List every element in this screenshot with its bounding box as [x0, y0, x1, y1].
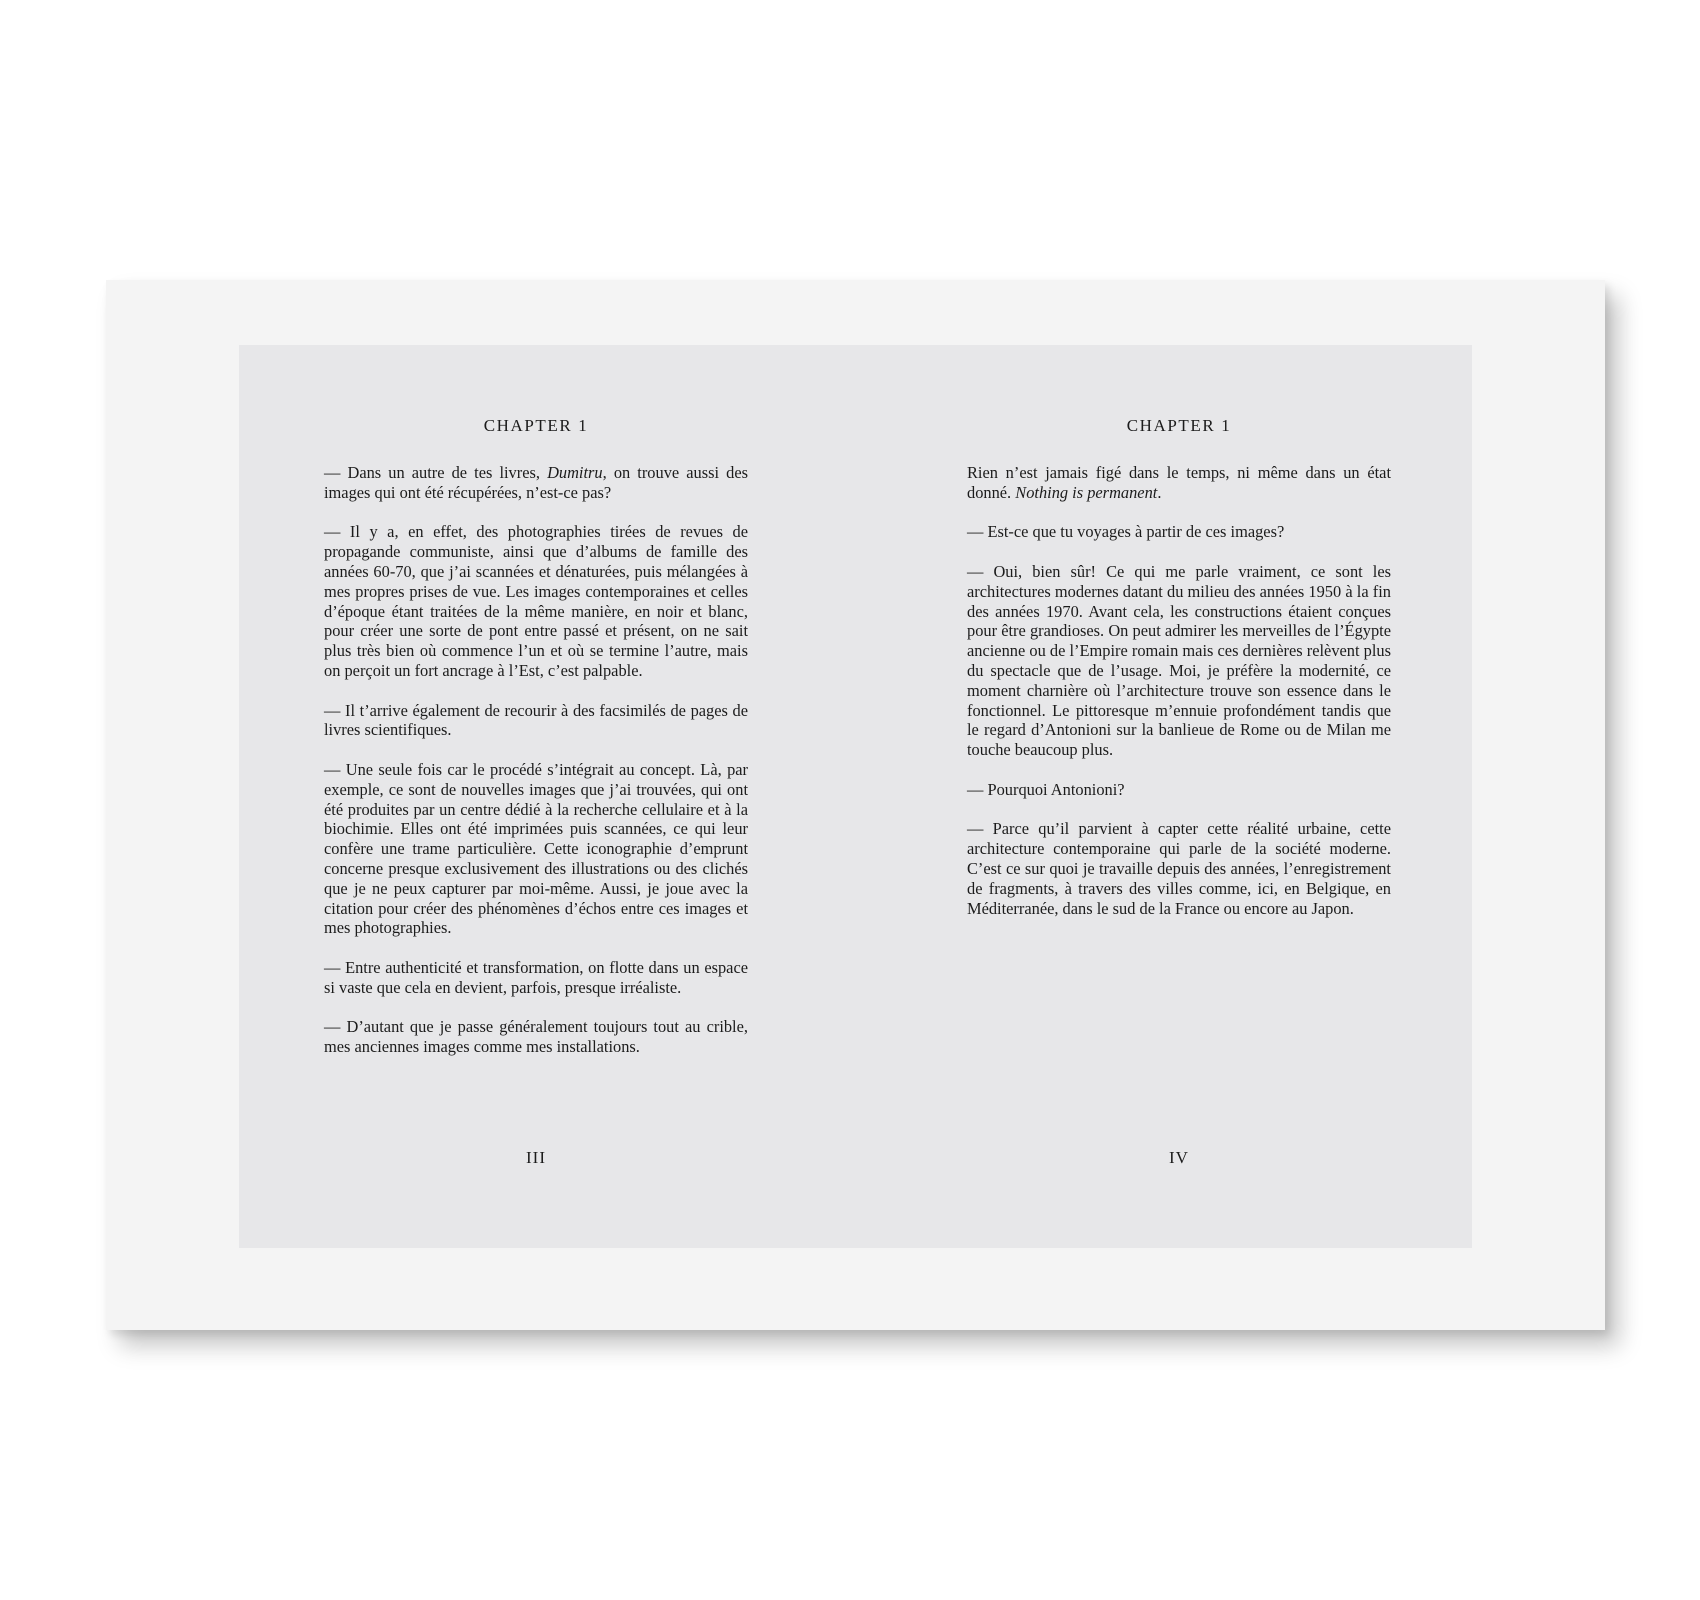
paragraph: — Dans un autre de tes livres, Dumitru, on trouve aussi des images qui ont été récupérées, n’est-ce pas?: [324, 463, 748, 502]
chapter-heading: CHAPTER 1: [1126, 416, 1232, 435]
page-number: IV: [1169, 1148, 1189, 1167]
paragraph: — Il y a, en effet, des photographies tirées de revues de propagande communiste, ainsi que d’albums de famille des années 60-70, que j’ai scannées et dénaturées, puis mélangées à mes propres prises de vue. Les images contemporaines et celles d’époque étant traitées de la même manière, en noir et blanc, pour créer une sorte de pont entre passé et présent, on ne sait plus très bien où commence l’un et où se termine l’autre, mais on perçoit un fort ancrage à l’Est, c’est palpable.: [324, 522, 748, 680]
book-spread: [239, 345, 1472, 1248]
paragraph: Rien n’est jamais figé dans le temps, ni même dans un état donné. Nothing is permanent.: [967, 463, 1391, 502]
left-page: [324, 345, 748, 1248]
paragraph: — Oui, bien sûr! Ce qui me parle vraiment, ce sont les architectures modernes datant du milieu des années 1950 à la fin des années 1970. Avant cela, les constructions étaient conçues pour être grandioses. On peut admirer les merveilles de l’Égypte ancienne ou de l’Empire romain mais ces dernières relèvent plus du spectacle que de l’usage. Moi, je préfère la modernité, ce moment charnière où l’architecture trouve son essence dans le fonctionnel. Le pittoresque m’ennuie profondément tandis que le regard d’Antonioni sur la banlieue de Rome ou de Milan me touche beaucoup plus.: [967, 561, 1391, 760]
paragraph: — Il t’arrive également de recourir à des facsimilés de pages de livres scientifiques.: [324, 700, 748, 740]
chapter-heading: CHAPTER 1: [483, 416, 589, 435]
paragraph: — Est-ce que tu voyages à partir de ces images?: [967, 522, 1285, 542]
right-page: [967, 345, 1391, 1248]
book-mockup: [106, 280, 1605, 1330]
italic-phrase: Nothing is permanent: [1015, 482, 1158, 502]
page-body: [967, 463, 1391, 918]
paragraph: — Une seule fois car le procédé s’intégrait au concept. Là, par exemple, ce sont de nouvelles images que j’ai trouvées, qui ont été produites par un centre dédié à la recherche cellulaire et à la biochimie. Elles ont été imprimées puis scannées, ce qui leur confère une trame particulière. Cette iconographie d’emprunt concerne presque exclusivement des illustrations ou des clichés que je ne peux capturer par moi-même. Aussi, je joue avec la citation pour créer des phénomènes d’échos entre ces images et mes photographies.: [324, 759, 748, 938]
page-number: III: [526, 1148, 546, 1167]
paragraph: — D’autant que je passe généralement toujours tout au crible, mes anciennes images comme mes installations.: [324, 1017, 748, 1057]
page-body: [324, 463, 748, 1057]
paragraph: — Parce qu’il parvient à capter cette réalité urbaine, cette architecture contemporaine qui parle de la société moderne. C’est ce sur quoi je travaille depuis des années, l’enregistrement de fragments, à travers des villes comme, ici, en Belgique, en Méditerranée, dans le sud de la France ou encore au Japon.: [967, 819, 1391, 918]
paragraph: — Entre authenticité et transformation, on flotte dans un espace si vaste que cela en devient, parfois, presque irréaliste.: [324, 957, 748, 997]
paragraph: — Pourquoi Antonioni?: [967, 779, 1125, 799]
italic-title: Dumitru: [547, 463, 603, 482]
